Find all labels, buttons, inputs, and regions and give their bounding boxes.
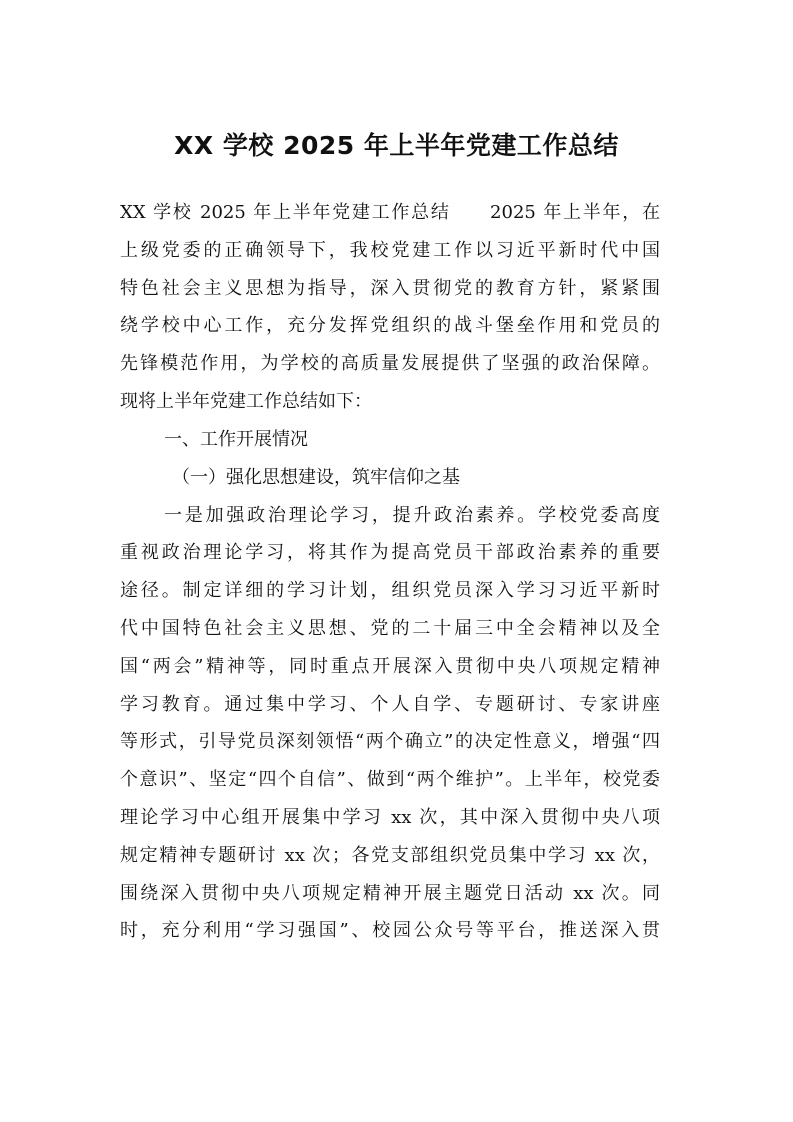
paragraph-line: 个意识”、坚定“四个自信”、做到“两个维护”。上半年，校党委 xyxy=(120,769,660,791)
paragraph-line: 绕学校中心工作，充分发挥党组织的战斗堡垒作用和党员的 xyxy=(120,315,660,337)
subsection-heading: （一）强化思想建设，筑牢信仰之基 xyxy=(172,466,460,488)
paragraph-line: 现将上半年党建工作总结如下： xyxy=(120,391,372,413)
paragraph-line: 规定精神专题研讨 xx 次；各党支部组织党员集中学习 xx 次， xyxy=(120,844,660,866)
section-heading: 一、工作开展情况 xyxy=(164,428,308,450)
paragraph-line: 学习教育。通过集中学习、个人自学、专题研讨、专家讲座 xyxy=(120,693,660,715)
paragraph-line: 围绕深入贯彻中央八项规定精神开展主题党日活动 xx 次。同 xyxy=(120,882,660,904)
paragraph-line: 上级党委的正确领导下，我校党建工作以习近平新时代中国 xyxy=(120,239,660,261)
paragraph-line: 时，充分利用“学习强国”、校园公众号等平台，推送深入贯 xyxy=(120,920,660,942)
paragraph-line: XX 学校 2025 年上半年党建工作总结 2025 年上半年，在 xyxy=(120,202,660,223)
paragraph-line: 特色社会主义思想为指导，深入贯彻党的教育方针，紧紧围 xyxy=(120,277,660,299)
paragraph-line: 一是加强政治理论学习，提升政治素养。学校党委高度 xyxy=(164,504,660,526)
paragraph-line: 理论学习中心组开展集中学习 xx 次，其中深入贯彻中央八项 xyxy=(120,807,660,828)
paragraph-line: 途径。制定详细的学习计划，组织党员深入学习习近平新时 xyxy=(120,580,660,602)
document-body xyxy=(120,197,660,953)
paragraph-line: 国“两会”精神等，同时重点开展深入贯彻中央八项规定精神 xyxy=(120,655,660,677)
document-title: XX 学校 2025 年上半年党建工作总结 xyxy=(174,131,619,160)
paragraph-line: 等形式，引导党员深刻领悟“两个确立”的决定性意义，增强“四 xyxy=(120,731,660,753)
paragraph-line: 代中国特色社会主义思想、党的二十届三中全会精神以及全 xyxy=(120,617,660,639)
paragraph-line: 重视政治理论学习，将其作为提高党员干部政治素养的重要 xyxy=(120,542,660,564)
paragraph-line: 先锋模范作用，为学校的高质量发展提供了坚强的政治保障。 xyxy=(120,353,660,375)
